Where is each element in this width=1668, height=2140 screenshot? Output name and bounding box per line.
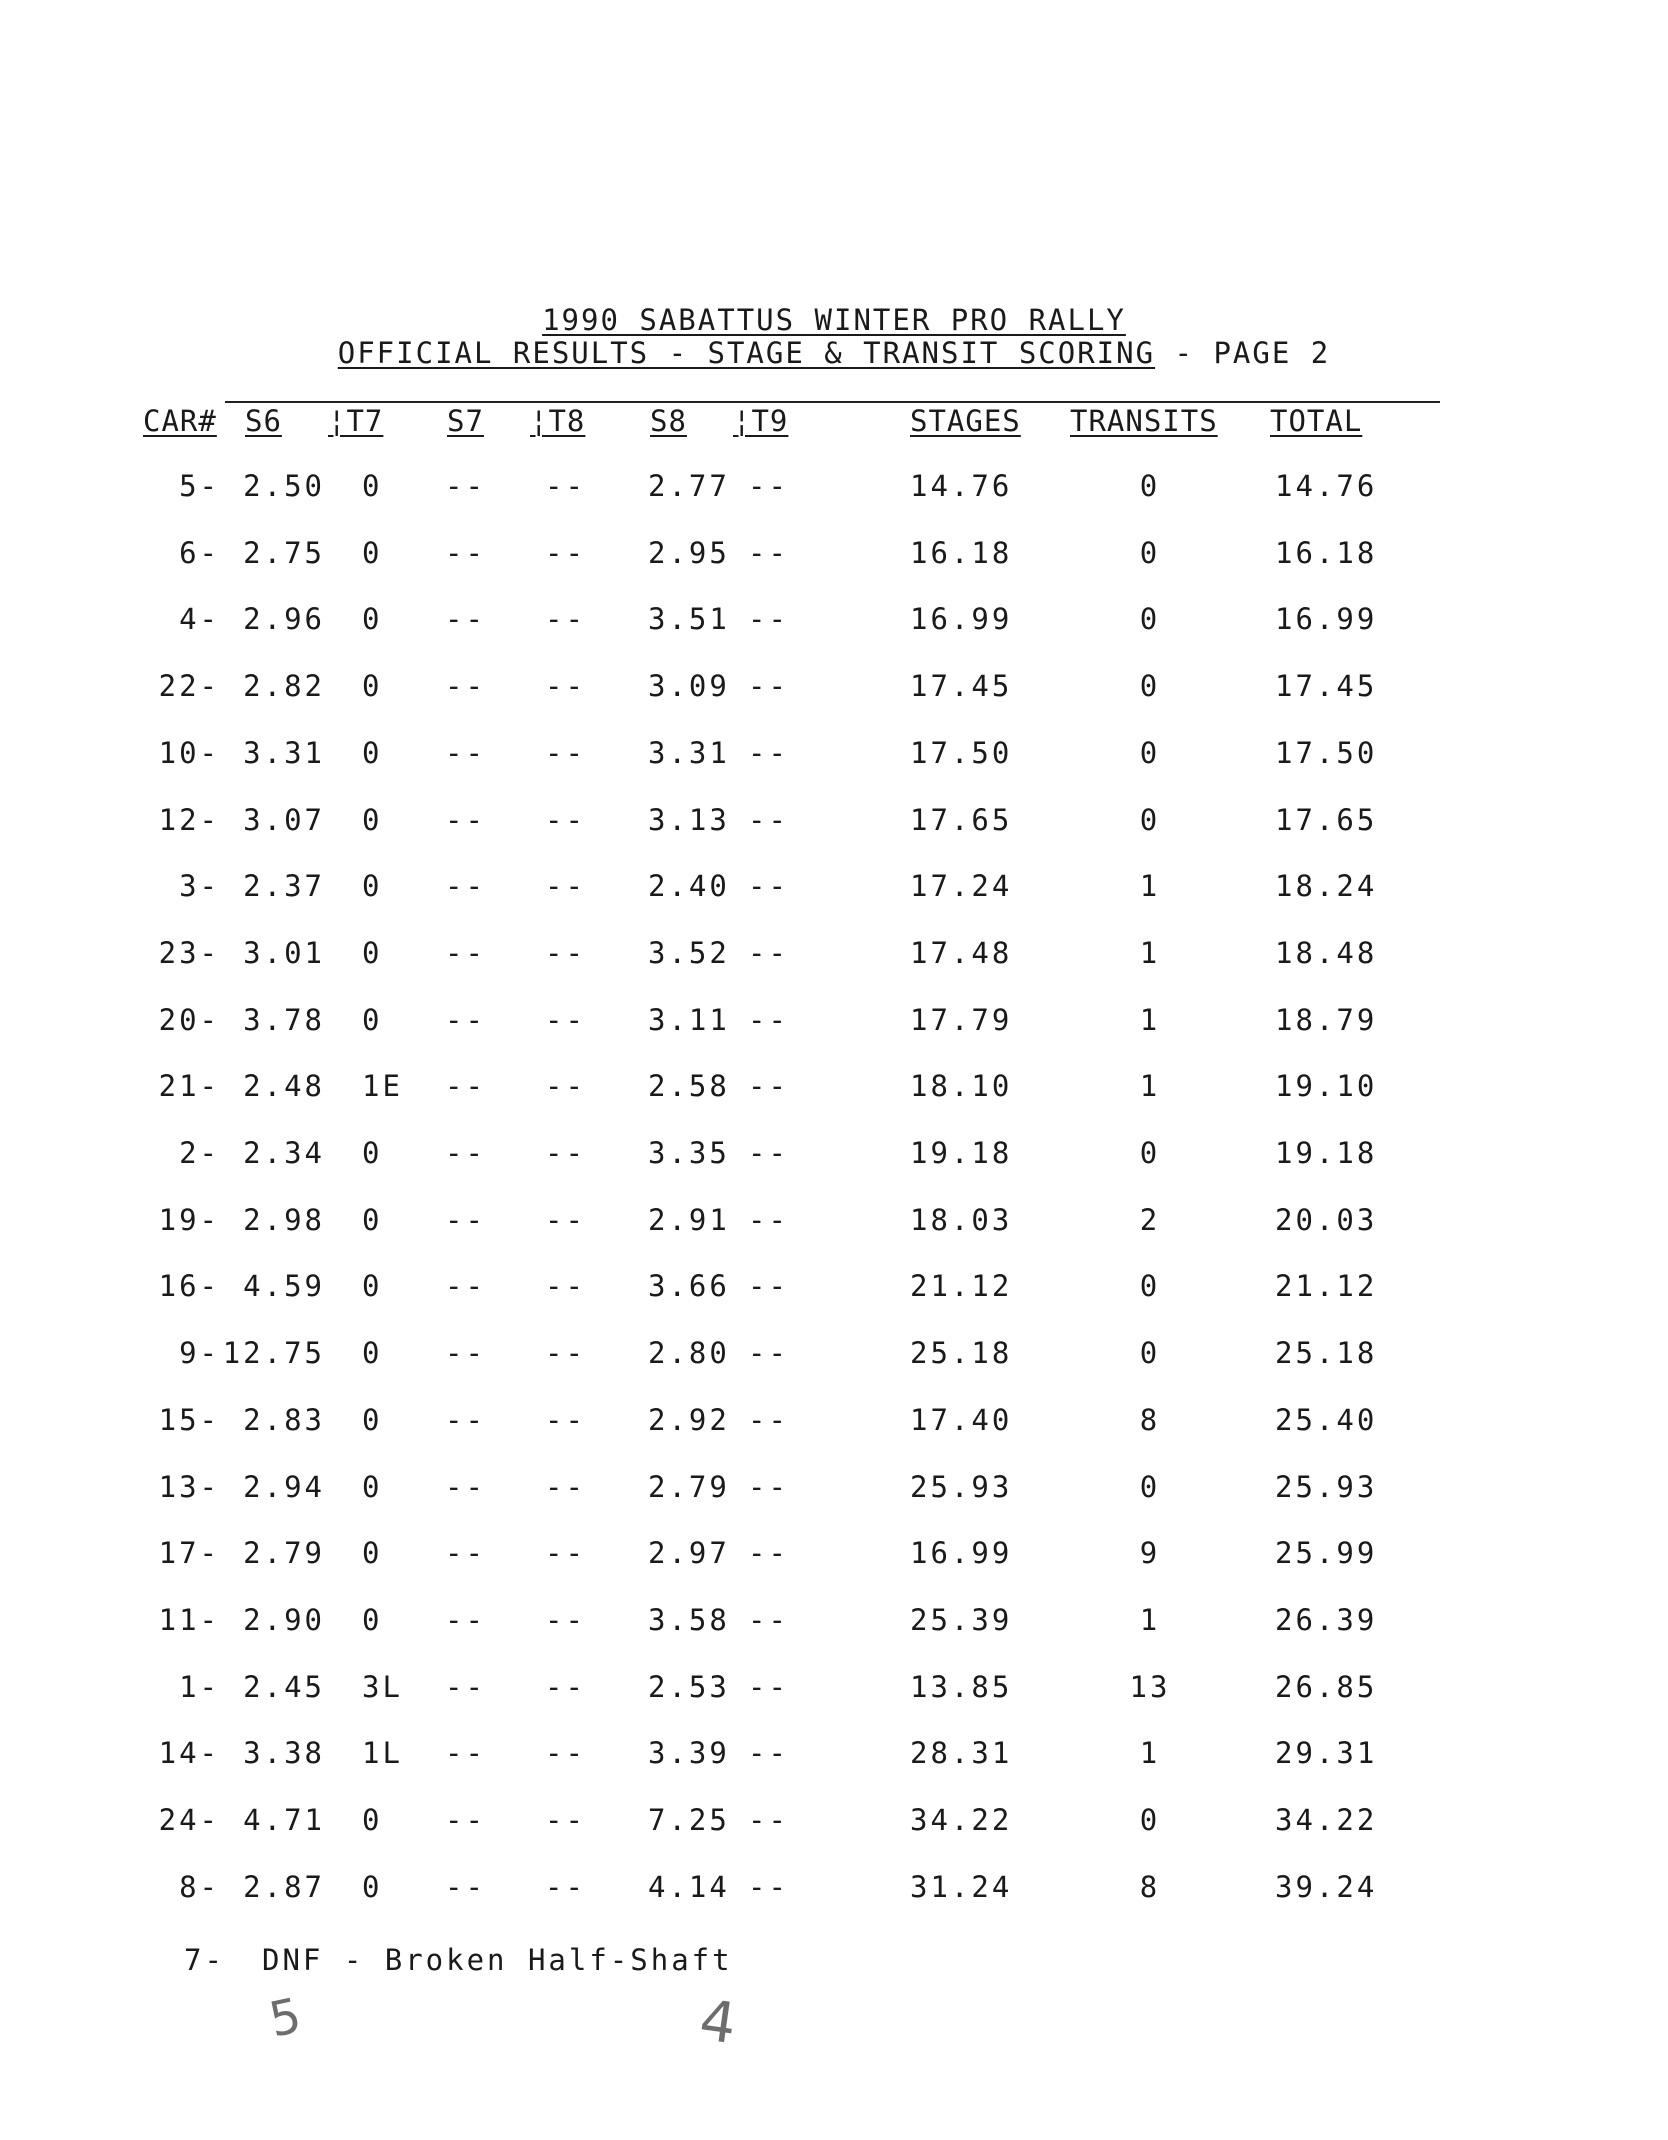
cell-t8: -- <box>545 536 586 570</box>
cell-stages: 34.22 <box>910 1803 1013 1837</box>
cell-s7: -- <box>445 1803 486 1837</box>
cell-total: 14.76 <box>1275 469 1378 503</box>
cell-t8: -- <box>545 869 586 903</box>
cell-t9: -- <box>748 1736 789 1770</box>
column-header-total: TOTAL <box>1270 404 1363 438</box>
cell-t7: 0 <box>362 1803 383 1837</box>
handwritten-mark-2: 4 <box>695 1987 740 2058</box>
cell-total: 29.31 <box>1275 1736 1378 1770</box>
cell-t7: 0 <box>362 1336 383 1370</box>
cell-transits: 0 <box>1139 469 1161 503</box>
cell-t9: -- <box>748 1870 789 1904</box>
cell-transits: 0 <box>1139 536 1161 570</box>
cell-car: 10- <box>158 736 220 770</box>
cell-car: 8- <box>179 1870 220 1904</box>
cell-t9: -- <box>748 1336 789 1370</box>
column-header-s7: S7 <box>447 404 484 438</box>
cell-s8: 3.09 <box>648 669 730 703</box>
column-header-car: CAR# <box>143 404 217 438</box>
cell-total: 26.39 <box>1275 1603 1378 1637</box>
cell-t7: 1E <box>362 1069 403 1103</box>
cell-s6: 3.31 <box>243 736 325 770</box>
cell-t9: -- <box>748 1403 789 1437</box>
cell-total: 21.12 <box>1275 1269 1378 1303</box>
cell-car: 13- <box>158 1470 220 1504</box>
cell-t9: -- <box>748 1536 789 1570</box>
cell-t7: 0 <box>362 536 383 570</box>
cell-s8: 7.25 <box>648 1803 730 1837</box>
cell-stages: 17.79 <box>910 1003 1013 1037</box>
column-header-s6: S6 <box>245 404 282 438</box>
cell-car: 24- <box>158 1803 220 1837</box>
cell-t8: -- <box>545 1336 586 1370</box>
cell-t9: -- <box>748 736 789 770</box>
cell-transits: 2 <box>1139 1203 1161 1237</box>
cell-s8: 3.58 <box>648 1603 730 1637</box>
report-subtitle <box>0 336 1668 370</box>
cell-car: 12- <box>158 803 220 837</box>
cell-total: 17.50 <box>1275 736 1378 770</box>
cell-transits: 1 <box>1139 869 1161 903</box>
cell-t9: -- <box>748 669 789 703</box>
cell-stages: 16.99 <box>910 1536 1013 1570</box>
cell-stages: 13.85 <box>910 1670 1013 1704</box>
cell-s8: 2.91 <box>648 1203 730 1237</box>
cell-s6: 2.96 <box>243 602 325 636</box>
cell-s8: 2.80 <box>648 1336 730 1370</box>
cell-stages: 25.39 <box>910 1603 1013 1637</box>
cell-car: 3- <box>179 869 220 903</box>
cell-t7: 0 <box>362 1870 383 1904</box>
cell-total: 25.40 <box>1275 1403 1378 1437</box>
cell-t7: 0 <box>362 1470 383 1504</box>
cell-s6: 2.37 <box>243 869 325 903</box>
cell-stages: 17.24 <box>910 869 1013 903</box>
cell-t7: 3L <box>362 1670 403 1704</box>
subtitle-underlined: OFFICIAL RESULTS - STAGE & TRANSIT SCORING <box>337 336 1156 370</box>
cell-car: 17- <box>158 1536 220 1570</box>
cell-s7: -- <box>445 1203 486 1237</box>
cell-s7: -- <box>445 1069 486 1103</box>
cell-t7: 0 <box>362 1003 383 1037</box>
cell-total: 17.65 <box>1275 803 1378 837</box>
cell-s7: -- <box>445 736 486 770</box>
cell-t7: 0 <box>362 1403 383 1437</box>
cell-total: 25.18 <box>1275 1336 1378 1370</box>
cell-s6: 2.34 <box>243 1136 325 1170</box>
cell-s8: 3.35 <box>648 1136 730 1170</box>
column-header-stages: STAGES <box>910 404 1021 438</box>
cell-total: 18.24 <box>1275 869 1378 903</box>
cell-transits: 1 <box>1139 1003 1161 1037</box>
cell-t7: 0 <box>362 1203 383 1237</box>
column-header-transits: TRANSITS <box>1070 404 1218 438</box>
cell-transits: 0 <box>1139 1269 1161 1303</box>
cell-s8: 3.51 <box>648 602 730 636</box>
cell-t7: 0 <box>362 1603 383 1637</box>
cell-t8: -- <box>545 1003 586 1037</box>
cell-t7: 0 <box>362 669 383 703</box>
cell-t8: -- <box>545 1603 586 1637</box>
cell-stages: 19.18 <box>910 1136 1013 1170</box>
cell-s8: 3.11 <box>648 1003 730 1037</box>
cell-stages: 17.45 <box>910 669 1013 703</box>
cell-s8: 2.79 <box>648 1470 730 1504</box>
cell-stages: 17.65 <box>910 803 1013 837</box>
cell-s6: 3.07 <box>243 803 325 837</box>
cell-car: 1- <box>179 1670 220 1704</box>
cell-t8: -- <box>545 469 586 503</box>
cell-s7: -- <box>445 1670 486 1704</box>
cell-transits: 0 <box>1139 1336 1161 1370</box>
cell-car: 22- <box>158 669 220 703</box>
cell-t9: -- <box>748 469 789 503</box>
cell-s8: 2.95 <box>648 536 730 570</box>
cell-t9: -- <box>748 602 789 636</box>
cell-t8: -- <box>545 669 586 703</box>
cell-car: 14- <box>158 1736 220 1770</box>
cell-car: 11- <box>158 1603 220 1637</box>
cell-transits: 0 <box>1139 1803 1161 1837</box>
cell-t7: 0 <box>362 869 383 903</box>
cell-stages: 28.31 <box>910 1736 1013 1770</box>
column-header-t8: ¦T8 <box>530 404 586 438</box>
cell-s8: 3.13 <box>648 803 730 837</box>
cell-total: 25.93 <box>1275 1470 1378 1504</box>
cell-car: 19- <box>158 1203 220 1237</box>
cell-t9: -- <box>748 1269 789 1303</box>
cell-s6: 2.48 <box>243 1069 325 1103</box>
cell-total: 17.45 <box>1275 669 1378 703</box>
cell-t9: -- <box>748 1069 789 1103</box>
cell-t9: -- <box>748 869 789 903</box>
cell-s6: 3.01 <box>243 936 325 970</box>
cell-car: 2- <box>179 1136 220 1170</box>
cell-stages: 17.50 <box>910 736 1013 770</box>
cell-s7: -- <box>445 536 486 570</box>
cell-t8: -- <box>545 736 586 770</box>
cell-s8: 3.52 <box>648 936 730 970</box>
cell-s7: -- <box>445 869 486 903</box>
cell-t7: 0 <box>362 1536 383 1570</box>
cell-s7: -- <box>445 803 486 837</box>
cell-transits: 9 <box>1139 1536 1161 1570</box>
cell-total: 19.10 <box>1275 1069 1378 1103</box>
cell-total: 18.79 <box>1275 1003 1378 1037</box>
cell-total: 19.18 <box>1275 1136 1378 1170</box>
cell-s8: 2.53 <box>648 1670 730 1704</box>
cell-t7: 0 <box>362 736 383 770</box>
cell-s6: 2.83 <box>243 1403 325 1437</box>
cell-s7: -- <box>445 1736 486 1770</box>
cell-s7: -- <box>445 1136 486 1170</box>
cell-total: 39.24 <box>1275 1870 1378 1904</box>
cell-t9: -- <box>748 1136 789 1170</box>
cell-s7: -- <box>445 1536 486 1570</box>
cell-transits: 1 <box>1139 1069 1161 1103</box>
cell-stages: 18.03 <box>910 1203 1013 1237</box>
cell-transits: 0 <box>1139 602 1161 636</box>
cell-stages: 16.18 <box>910 536 1013 570</box>
cell-t7: 1L <box>362 1736 403 1770</box>
cell-s7: -- <box>445 1470 486 1504</box>
cell-t8: -- <box>545 602 586 636</box>
cell-s8: 2.58 <box>648 1069 730 1103</box>
cell-s8: 3.39 <box>648 1736 730 1770</box>
header-rule <box>225 401 1440 403</box>
cell-t9: -- <box>748 1203 789 1237</box>
cell-s6: 2.75 <box>243 536 325 570</box>
cell-s7: -- <box>445 1003 486 1037</box>
cell-total: 16.18 <box>1275 536 1378 570</box>
cell-t8: -- <box>545 1803 586 1837</box>
cell-s8: 2.40 <box>648 869 730 903</box>
cell-transits: 8 <box>1139 1403 1161 1437</box>
cell-t7: 0 <box>362 803 383 837</box>
cell-stages: 17.48 <box>910 936 1013 970</box>
report-title: 1990 SABATTUS WINTER PRO RALLY <box>542 303 1126 337</box>
cell-car: 5- <box>179 469 220 503</box>
cell-car: 4- <box>179 602 220 636</box>
cell-car: 9- <box>179 1336 220 1370</box>
cell-s6: 3.78 <box>243 1003 325 1037</box>
cell-s7: -- <box>445 1870 486 1904</box>
cell-s7: -- <box>445 1269 486 1303</box>
cell-s8: 3.66 <box>648 1269 730 1303</box>
cell-t8: -- <box>545 1670 586 1704</box>
cell-total: 26.85 <box>1275 1670 1378 1704</box>
cell-total: 16.99 <box>1275 602 1378 636</box>
cell-s6: 2.98 <box>243 1203 325 1237</box>
cell-t9: -- <box>748 1670 789 1704</box>
cell-stages: 21.12 <box>910 1269 1013 1303</box>
cell-s7: -- <box>445 1336 486 1370</box>
cell-car: 20- <box>158 1003 220 1037</box>
dnf-text: DNF - Broken Half-Shaft <box>262 1943 733 1977</box>
cell-total: 25.99 <box>1275 1536 1378 1570</box>
cell-t8: -- <box>545 1203 586 1237</box>
cell-transits: 0 <box>1139 803 1161 837</box>
cell-t7: 0 <box>362 1136 383 1170</box>
cell-t8: -- <box>545 1736 586 1770</box>
cell-s6: 2.90 <box>243 1603 325 1637</box>
cell-s6: 4.59 <box>243 1269 325 1303</box>
cell-car: 6- <box>179 536 220 570</box>
cell-total: 34.22 <box>1275 1803 1378 1837</box>
cell-car: 21- <box>158 1069 220 1103</box>
cell-t9: -- <box>748 1803 789 1837</box>
cell-t9: -- <box>748 1603 789 1637</box>
cell-transits: 1 <box>1139 1736 1161 1770</box>
cell-t7: 0 <box>362 602 383 636</box>
cell-s6: 2.79 <box>243 1536 325 1570</box>
cell-t7: 0 <box>362 469 383 503</box>
cell-s7: -- <box>445 1603 486 1637</box>
cell-transits: 1 <box>1139 1603 1161 1637</box>
cell-s8: 3.31 <box>648 736 730 770</box>
cell-total: 18.48 <box>1275 936 1378 970</box>
cell-stages: 14.76 <box>910 469 1013 503</box>
cell-s6: 4.71 <box>243 1803 325 1837</box>
cell-s6: 2.50 <box>243 469 325 503</box>
cell-stages: 17.40 <box>910 1403 1013 1437</box>
cell-stages: 25.18 <box>910 1336 1013 1370</box>
cell-s7: -- <box>445 602 486 636</box>
column-header-t9: ¦T9 <box>733 404 789 438</box>
cell-s7: -- <box>445 469 486 503</box>
cell-t8: -- <box>545 1403 586 1437</box>
cell-t9: -- <box>748 803 789 837</box>
cell-s8: 2.92 <box>648 1403 730 1437</box>
cell-car: 15- <box>158 1403 220 1437</box>
cell-t8: -- <box>545 1536 586 1570</box>
cell-s6: 2.94 <box>243 1470 325 1504</box>
cell-t9: -- <box>748 1470 789 1504</box>
cell-s7: -- <box>445 1403 486 1437</box>
cell-s6: 2.45 <box>243 1670 325 1704</box>
cell-s8: 4.14 <box>648 1870 730 1904</box>
cell-t7: 0 <box>362 1269 383 1303</box>
cell-t8: -- <box>545 1269 586 1303</box>
cell-car: 23- <box>158 936 220 970</box>
cell-stages: 31.24 <box>910 1870 1013 1904</box>
cell-t9: -- <box>748 1003 789 1037</box>
subtitle-page: - PAGE 2 <box>1155 336 1331 370</box>
cell-s7: -- <box>445 669 486 703</box>
cell-t8: -- <box>545 1870 586 1904</box>
cell-t8: -- <box>545 1069 586 1103</box>
cell-t9: -- <box>748 536 789 570</box>
cell-t9: -- <box>748 936 789 970</box>
dnf-car: 7- <box>184 1943 225 1977</box>
cell-s8: 2.97 <box>648 1536 730 1570</box>
column-header-s8: S8 <box>650 404 687 438</box>
cell-s7: -- <box>445 936 486 970</box>
cell-transits: 0 <box>1139 669 1161 703</box>
cell-t8: -- <box>545 1136 586 1170</box>
cell-transits: 13 <box>1129 1670 1171 1704</box>
cell-stages: 16.99 <box>910 602 1013 636</box>
cell-s6: 2.82 <box>243 669 325 703</box>
cell-s6: 2.87 <box>243 1870 325 1904</box>
column-header-t7: ¦T7 <box>328 404 384 438</box>
cell-transits: 0 <box>1139 736 1161 770</box>
cell-car: 16- <box>158 1269 220 1303</box>
cell-stages: 25.93 <box>910 1470 1013 1504</box>
cell-transits: 0 <box>1139 1470 1161 1504</box>
handwritten-mark-1: 5 <box>264 1987 307 2049</box>
cell-s6: 12.75 <box>222 1336 325 1370</box>
cell-transits: 0 <box>1139 1136 1161 1170</box>
cell-s8: 2.77 <box>648 469 730 503</box>
cell-t8: -- <box>545 803 586 837</box>
cell-total: 20.03 <box>1275 1203 1378 1237</box>
cell-t8: -- <box>545 1470 586 1504</box>
cell-s6: 3.38 <box>243 1736 325 1770</box>
cell-stages: 18.10 <box>910 1069 1013 1103</box>
cell-transits: 1 <box>1139 936 1161 970</box>
cell-transits: 8 <box>1139 1870 1161 1904</box>
cell-t8: -- <box>545 936 586 970</box>
cell-t7: 0 <box>362 936 383 970</box>
